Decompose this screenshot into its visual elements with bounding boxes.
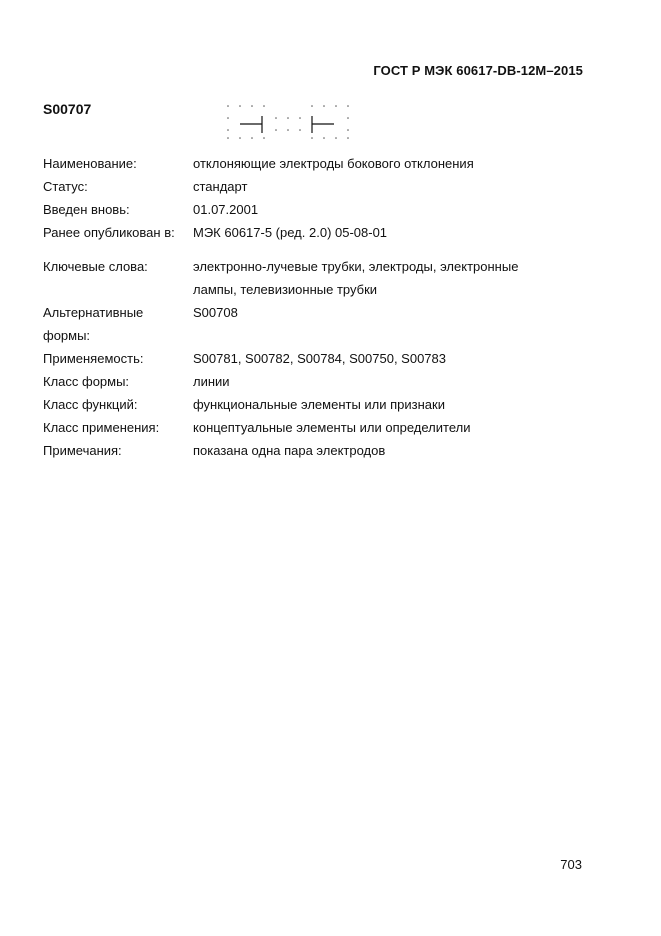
field-label: Альтернативные [43, 305, 144, 320]
deflection-electrodes-symbol-icon [224, 102, 352, 142]
field-value: показана одна пара электродов [193, 443, 386, 458]
page-number: 703 [560, 857, 582, 872]
field-label: Наименование: [43, 156, 137, 171]
symbol-id: S00707 [43, 101, 92, 117]
right-electrode [312, 116, 334, 133]
field-value: S00708 [193, 305, 238, 320]
field-value: линии [193, 374, 230, 389]
left-electrode [240, 116, 262, 133]
document-header: ГОСТ Р МЭК 60617-DB-12M–2015 [373, 63, 583, 78]
field-value-continued: лампы, телевизионные трубки [193, 282, 378, 297]
field-label: Ранее опубликован в: [43, 225, 175, 240]
field-value: S00781, S00782, S00784, S00750, S00783 [193, 351, 446, 366]
grid-dots [227, 105, 349, 139]
field-label: Класс применения: [43, 420, 160, 435]
field-value: стандарт [193, 179, 248, 194]
field-label: Примечания: [43, 443, 122, 458]
field-value: концептуальные элементы или определители [193, 420, 471, 435]
field-value: электронно-лучевые трубки, электроды, электронные [193, 259, 519, 274]
field-value: отклоняющие электроды бокового отклонения [193, 156, 474, 171]
field-label: Ключевые слова: [43, 259, 148, 274]
field-label: Введен вновь: [43, 202, 130, 217]
field-label: Применяемость: [43, 351, 144, 366]
field-label: Класс формы: [43, 374, 130, 389]
field-value: МЭК 60617-5 (ред. 2.0) 05-08-01 [193, 225, 388, 240]
field-label: Статус: [43, 179, 88, 194]
field-label: Класс функций: [43, 397, 138, 412]
field-value: 01.07.2001 [193, 202, 259, 217]
field-label-continued: формы: [43, 328, 91, 343]
field-value: функциональные элементы или признаки [193, 397, 445, 412]
